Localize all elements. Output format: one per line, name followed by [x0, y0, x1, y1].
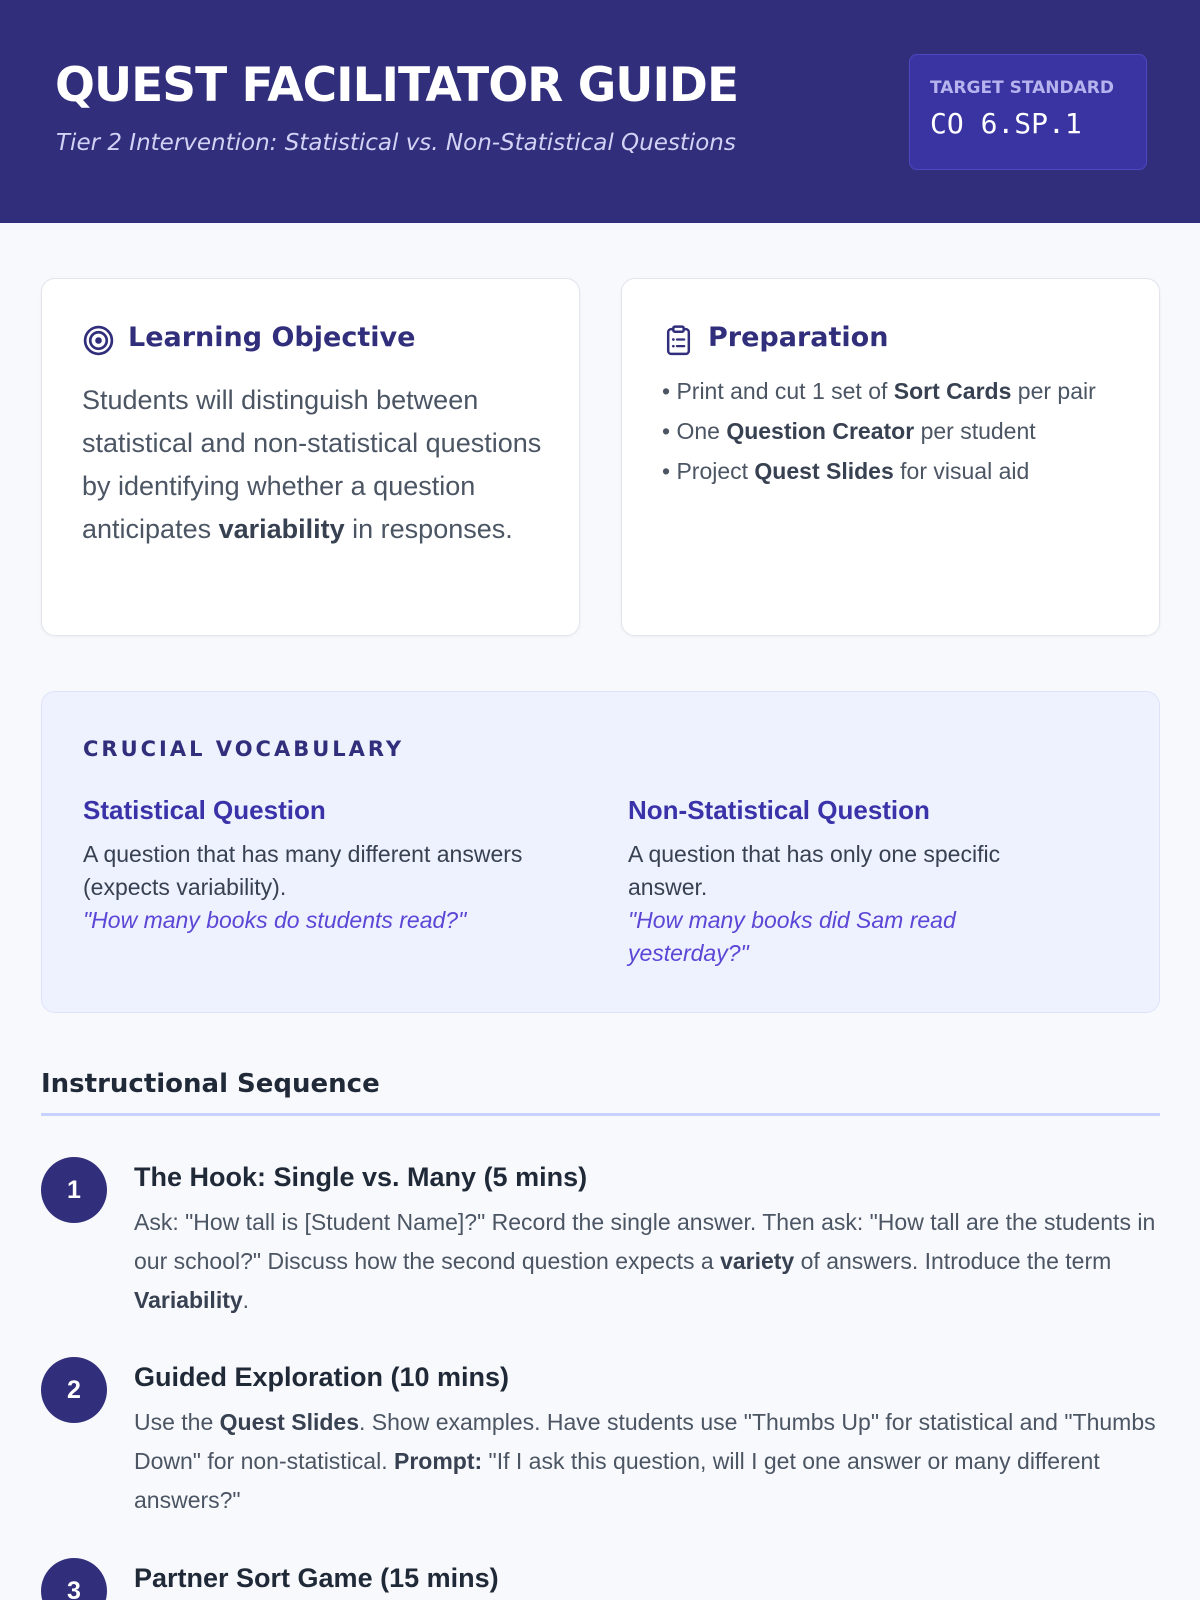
target-standard-badge: [909, 54, 1147, 170]
page-header: [0, 0, 1200, 223]
list-item: • Print and cut 1 set of Sort Cards per pair: [662, 378, 1096, 404]
list-item: • Project Quest Slides for visual aid: [662, 458, 1030, 484]
list-item: • One Question Creator per student: [662, 418, 1036, 444]
step-number-badge: 1: [41, 1157, 107, 1223]
page-title: QUEST FACILITATOR GUIDE: [55, 58, 739, 113]
page-subtitle: Tier 2 Intervention: Statistical vs. Non-Statistical Questions: [56, 130, 736, 156]
vocab-definition: A question that has many different answers (expects variability).: [83, 841, 523, 900]
vocabulary-heading: CRUCIAL VOCABULARY: [83, 737, 405, 761]
learning-objective-card: [41, 278, 580, 636]
step-description: Ask: "How tall is [Student Name]?" Record the single answer. Then ask: "How tall are the students in our school?" Discuss how the second question expects a variety of answers. Introduce the term Variability.: [134, 1209, 1156, 1313]
step-title: The Hook: Single vs. Many (5 mins): [134, 1162, 588, 1192]
instructional-sequence-title: Instructional Sequence: [41, 1069, 380, 1099]
vocabulary-panel: [41, 691, 1160, 1013]
vocab-example: "How many books do students read?": [83, 907, 467, 933]
preparation-title: Preparation: [708, 322, 889, 353]
vocab-term: Non-Statistical Question: [628, 795, 930, 825]
vocab-entry-non-statistical: [628, 795, 1068, 970]
step-title: Partner Sort Game (15 mins): [134, 1563, 499, 1593]
learning-objective-title: Learning Objective: [128, 322, 416, 353]
step-title: Guided Exploration (10 mins): [134, 1362, 510, 1392]
clipboard-icon: [662, 324, 695, 357]
standard-label: TARGET STANDARD: [930, 78, 1114, 98]
step-number-badge: 3: [41, 1558, 107, 1600]
step-description: Use the Quest Slides. Show examples. Have students use "Thumbs Up" for statistical and "Thumbs Down" for non-statistical. Prompt: "If I ask this question, will I get one answer or many different answers?": [134, 1409, 1156, 1513]
section-divider: [41, 1113, 1160, 1116]
vocab-term: Statistical Question: [83, 795, 326, 825]
preparation-list: [662, 375, 1117, 495]
variability-term: variability: [218, 514, 345, 544]
target-icon: [82, 324, 115, 357]
vocab-definition: A question that has only one specific answer.: [628, 841, 1001, 900]
vocab-entry-statistical: [83, 795, 568, 937]
standard-value: CO 6.SP.1: [930, 107, 1082, 140]
step-number-badge: 2: [41, 1357, 107, 1423]
vocab-example: "How many books did Sam read yesterday?": [628, 907, 956, 966]
learning-objective-text: Students will distinguish between statistical and non-statistical questions by identifying whether a question anticipates variability in responses.: [82, 385, 542, 544]
preparation-card: [621, 278, 1160, 636]
